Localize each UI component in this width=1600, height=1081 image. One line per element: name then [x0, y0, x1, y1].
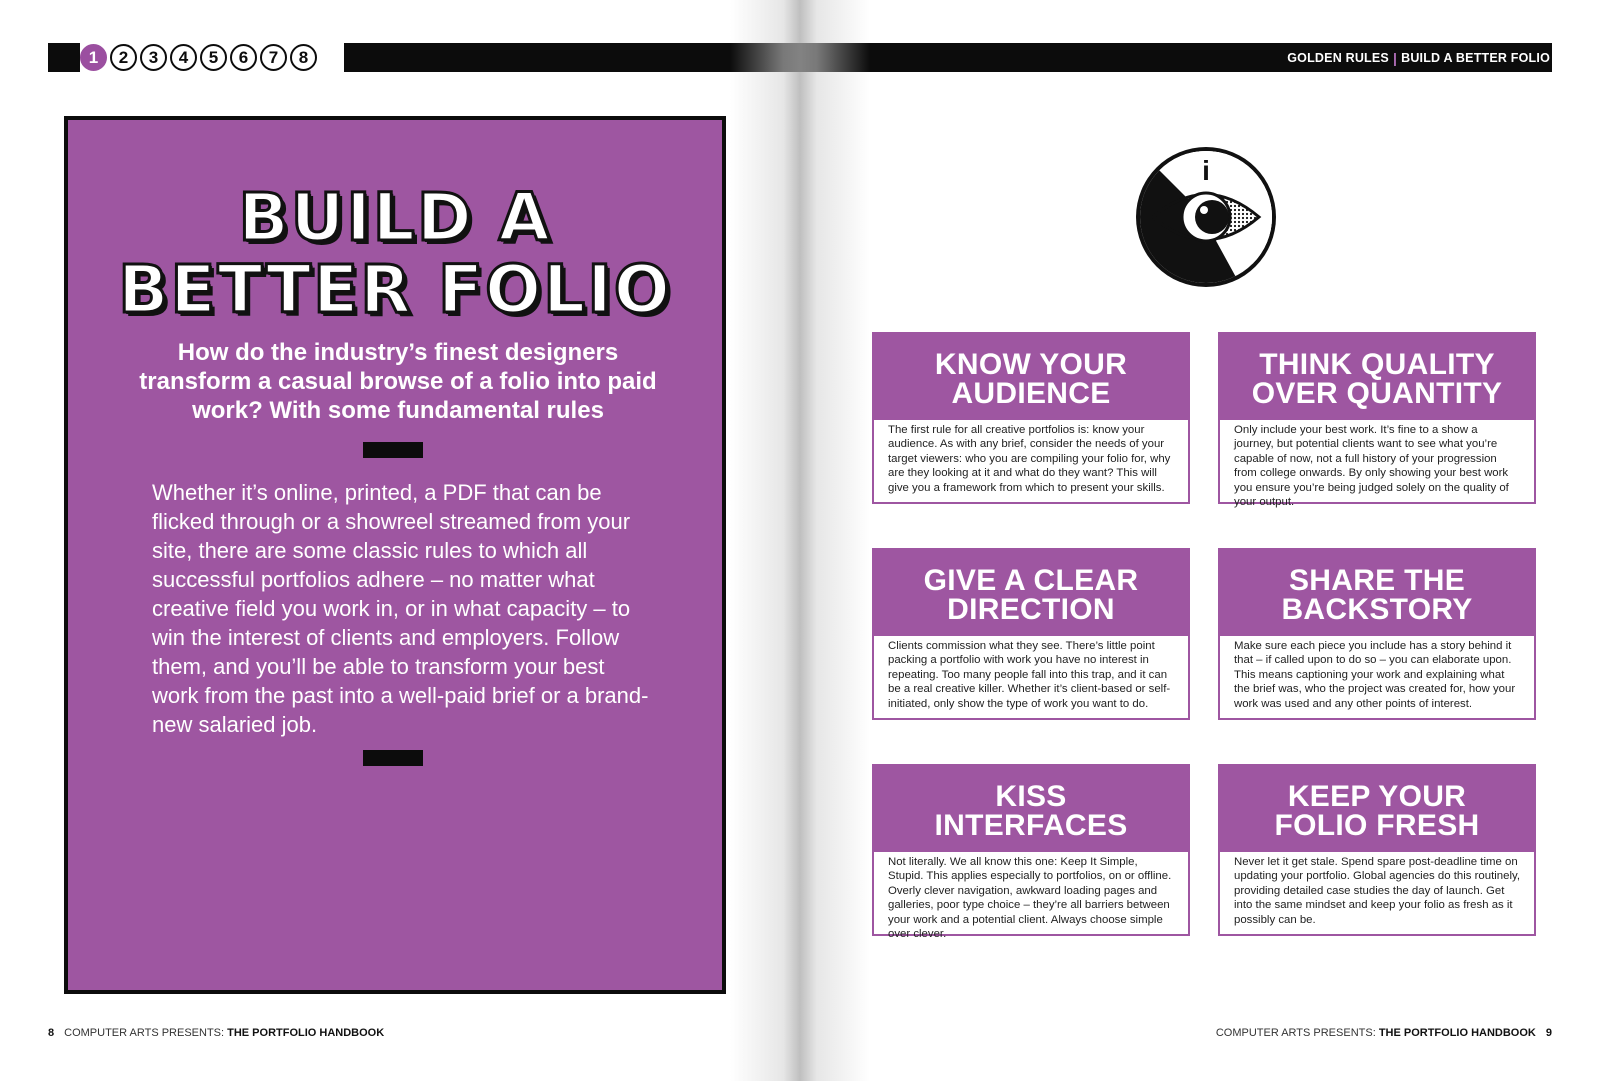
rule-body: Never let it get stale. Spend spare post-deadline time on updating your portfolio. Global agencies do this routinely, providing detailed case studies the day of launch. Get into the same mindset and keep your folio as fresh as it possibly can be. — [1220, 852, 1534, 934]
footer-left — [48, 1027, 384, 1039]
page-number-left: 8 — [48, 1027, 55, 1039]
step-3: 3 — [140, 44, 167, 71]
eye-info-icon — [1133, 144, 1279, 290]
rule-card — [872, 548, 1190, 720]
rule-body: Make sure each piece you include has a story behind it that – if called upon to do so – you can elaborate upon. This means captioning your work and explaining what the brief was, who the project was created for, how your work was used and any other points of interest. — [1220, 636, 1534, 718]
intro-text: Whether it’s online, printed, a PDF that can be flicked through or a showreel streamed from your site, there are some classic rules to which all successful portfolios adhere – no matter what creative field you work in, or in what capacity – to win the interest of clients and employers. Follow them, and you’ll be able to transform your best work from the past into a well-paid brief or a brand-new salaried job. — [152, 480, 649, 737]
section-separator: | — [1392, 49, 1398, 66]
rule-title: KNOW YOUR AUDIENCE — [934, 348, 1128, 410]
rule-body: Only include your best work. It’s fine to a show a journey, but potential clients want to see what you’re capable of now, not a full history of your progression from college onwards. By only showing your best work you ensure you’re being judged solely on the quality of your output. — [1220, 420, 1534, 502]
step-indicator — [80, 43, 344, 72]
divider-bottom — [363, 750, 423, 766]
rule-body: The first rule for all creative portfolios is: know your audience. As with any brief, consider the needs of your target viewers: who you are compiling your folio for, why are they looking at it and what do they want? This will give you a framework from which to present your skills. — [874, 420, 1188, 502]
step-8: 8 — [290, 44, 317, 71]
step-4: 4 — [170, 44, 197, 71]
divider-top — [363, 442, 423, 458]
rule-card — [1218, 764, 1536, 936]
rule-title: GIVE A CLEAR DIRECTION — [923, 564, 1139, 626]
rule-body: Clients commission what they see. There’s little point packing a portfolio with work you have no interest in repeating. Too many people fall into this trap, and it can be a real creative killer. Whether it’s client-based or self-initiated, only show the type of work you want to do. — [874, 636, 1188, 718]
headline-line-1: BUILD A — [238, 179, 552, 256]
footer-right — [1216, 1027, 1552, 1039]
section-title — [1287, 43, 1550, 72]
rule-card — [1218, 332, 1536, 509]
rule-card — [872, 764, 1190, 941]
footer-right-prefix: COMPUTER ARTS PRESENTS: THE PORTFOLIO HANDBOOK — [1215, 1027, 1536, 1039]
section-label-golden-rules: GOLDEN RULES — [1287, 50, 1389, 65]
footer-left-prefix: COMPUTER ARTS PRESENTS: THE PORTFOLIO HANDBOOK — [64, 1027, 385, 1039]
page-number-right: 9 — [1545, 1027, 1552, 1039]
rule-title: THINK QUALITY OVER QUANTITY — [1251, 348, 1503, 410]
rule-title: KEEP YOUR FOLIO FRESH — [1274, 780, 1480, 842]
footer-left-title: THE PORTFOLIO HANDBOOK — [227, 1027, 385, 1039]
step-6: 6 — [230, 44, 257, 71]
step-5: 5 — [200, 44, 227, 71]
page-gutter-shadow — [730, 0, 870, 1081]
section-label-build-folio: BUILD A BETTER FOLIO — [1401, 50, 1550, 65]
rule-title: SHARE THE BACKSTORY — [1281, 564, 1473, 626]
step-2: 2 — [110, 44, 137, 71]
step-7: 7 — [260, 44, 287, 71]
standfirst: How do the industry’s finest designers transform a casual browse of a folio into paid work? With some fundamental rules — [139, 339, 657, 424]
rule-title: KISS INTERFACES — [934, 780, 1128, 842]
step-1: 1 — [80, 44, 107, 71]
intro-panel — [64, 116, 726, 994]
logo-letter: i — [1202, 155, 1210, 186]
rule-card — [872, 332, 1190, 504]
footer-right-title: THE PORTFOLIO HANDBOOK — [1378, 1027, 1536, 1039]
article-headline — [68, 179, 722, 328]
headline-line-2: BETTER FOLIO — [118, 251, 672, 328]
rule-body: Not literally. We all know this one: Keep It Simple, Stupid. This applies especially to portfolios, on or offline. Overly clever navigation, awkward loading pages and galleries, poor type choice – they’re all barriers between your work and a potential client. Always choose simple over clever. — [874, 852, 1188, 934]
rule-card — [1218, 548, 1536, 720]
